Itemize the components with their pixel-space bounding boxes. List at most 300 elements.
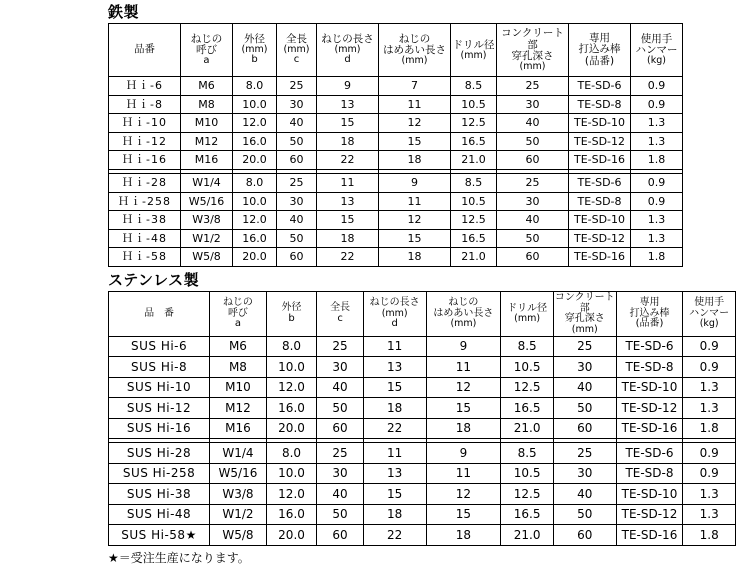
cell-value: 22 [363,525,426,546]
cell-part-number: Ｈｉ-28 [109,173,181,192]
cell-value: TE-SD-16 [569,248,631,267]
cell-value: 30 [497,192,569,211]
cell-part-number: SUS Hi-38 [109,484,210,505]
cell-value: 40 [317,377,364,398]
cell-value: 18 [379,151,451,170]
cell-value: 16.5 [451,229,497,248]
cell-value: 50 [317,504,364,525]
cell-value: TE-SD-10 [569,211,631,230]
tetsu-header-line: 穿孔深さ [511,49,554,62]
tetsu-header-unit: (mm) [283,44,310,56]
cell-value: 12.0 [266,484,317,505]
cell-value: 50 [277,132,317,151]
cell-part-number: SUS Hi-58★ [109,525,210,546]
cell-value: 12.0 [266,377,317,398]
cell-value: 1.3 [683,398,736,419]
sus-header-line: 呼び [227,307,248,319]
cell-value: 1.8 [683,418,736,439]
tetsu-header-unit: (mm) [241,44,268,56]
cell-value: 1.3 [683,484,736,505]
cell-value: 10.5 [501,357,554,378]
tetsu-header-cell-6 [451,24,497,77]
sus-header-line: 外径 [281,302,302,314]
cell-value: 9 [426,336,501,357]
cell-value: 11 [317,173,379,192]
cell-value: M12 [210,398,267,419]
cell-part-number: SUS Hi-258 [109,463,210,484]
cell-value: W5/16 [210,463,267,484]
cell-part-number: Ｈｉ-10 [109,114,181,133]
cell-value: TE-SD-8 [569,95,631,114]
cell-value: TE-SD-12 [569,132,631,151]
tetsu-header-cell-5 [379,24,451,77]
sus-header-sub: a [234,318,241,330]
sus-header-sub: b [288,312,295,324]
tetsu-header-cell-2 [233,24,277,77]
cell-value: 30 [553,357,616,378]
cell-value: 40 [497,114,569,133]
table-row [109,229,683,248]
cell-value: 10.5 [451,192,497,211]
footnote: ★＝受注生産になります。 [108,550,250,565]
cell-value: 1.3 [683,377,736,398]
cell-value: W1/2 [181,229,233,248]
cell-value: M16 [181,151,233,170]
tetsu-header-sub: a [203,54,210,66]
table-row [109,484,736,505]
cell-part-number: Ｈｉ-258 [109,192,181,211]
cell-value: 60 [317,525,364,546]
section-title-sus: ステンレス製 [108,270,200,289]
cell-value: 15 [426,398,501,419]
table-body-sus [109,336,736,545]
cell-value: 10.5 [451,95,497,114]
cell-value: 0.9 [631,192,683,211]
cell-value: 15 [317,211,379,230]
cell-value: 60 [277,151,317,170]
cell-value: W5/8 [181,248,233,267]
cell-value: 15 [379,132,451,151]
sus-header-cell-9 [683,291,736,336]
tetsu-header-line: 全長 [286,33,307,46]
cell-value: 9 [426,443,501,464]
cell-value: 11 [379,192,451,211]
cell-value: 30 [317,463,364,484]
table-row [109,525,736,546]
cell-value: 9 [317,77,379,96]
cell-part-number: SUS Hi-28 [109,443,210,464]
cell-value: 13 [363,357,426,378]
cell-value: 60 [497,248,569,267]
table-row [109,377,736,398]
cell-value: 1.3 [631,211,683,230]
table-wrapper-sus [108,291,750,546]
cell-value: 8.0 [266,336,317,357]
cell-value: 25 [497,173,569,192]
cell-value: 21.0 [501,418,554,439]
cell-value: 18 [426,418,501,439]
cell-value: 22 [317,151,379,170]
cell-value: TE-SD-6 [569,173,631,192]
cell-value: 15 [426,504,501,525]
sus-header-line: ねじの [448,297,479,309]
cell-value: 16.5 [501,504,554,525]
table-row [109,504,736,525]
cell-value: TE-SD-8 [616,357,683,378]
sus-header-sub: c [337,312,343,324]
table-row [109,114,683,133]
cell-value: 50 [277,229,317,248]
tetsu-header-unit: (mm) [519,60,546,72]
cell-value: 30 [277,95,317,114]
cell-value: 40 [497,211,569,230]
cell-value: 7 [379,77,451,96]
cell-value: TE-SD-12 [616,504,683,525]
table-row [109,211,683,230]
spec-table-sus [108,291,736,546]
sus-header-line: ハンマー [689,307,730,319]
tetsu-header-line: 使用手 [640,33,673,45]
cell-value: M12 [181,132,233,151]
cell-value: 25 [497,77,569,96]
tetsu-header-cell-1 [181,24,233,77]
cell-value: 18 [363,398,426,419]
cell-part-number: Ｈｉ-58 [109,248,181,267]
cell-value: TE-SD-16 [569,151,631,170]
cell-value: 0.9 [683,443,736,464]
cell-value: 18 [379,248,451,267]
tetsu-header-unit: (kg) [647,55,666,67]
sus-header-line: 全長 [330,302,351,314]
table-row [109,95,683,114]
cell-value: W3/8 [181,211,233,230]
sus-header-cell-8 [616,291,683,336]
cell-value: 16.0 [233,132,277,151]
table-body-tetsu [109,77,683,267]
sus-header-line: コンクリート部 [554,292,615,314]
cell-value: 60 [317,418,364,439]
cell-value: 11 [426,463,501,484]
tetsu-header-line: 打込み棒 [578,43,621,56]
cell-value: 50 [497,132,569,151]
sus-header-cell-2 [266,291,317,336]
cell-value: 21.0 [501,525,554,546]
table-row [109,132,683,151]
cell-value: 18 [363,504,426,525]
cell-value: 11 [426,357,501,378]
cell-value: 8.0 [233,173,277,192]
tetsu-header-cell-3 [277,24,317,77]
tetsu-header-line: ねじの長さ [321,33,374,46]
cell-value: 18 [317,229,379,248]
cell-part-number: SUS Hi-16 [109,418,210,439]
tetsu-header-line: ドリル径 [452,38,495,51]
cell-value: 1.3 [631,114,683,133]
cell-value: 11 [363,443,426,464]
sus-header-cell-1 [210,291,267,336]
cell-value: W5/8 [210,525,267,546]
table-row [109,357,736,378]
cell-value: 10.0 [266,357,317,378]
table-row [109,443,736,464]
cell-value: 15 [363,484,426,505]
table-row [109,248,683,267]
cell-part-number: Ｈｉ-6 [109,77,181,96]
cell-value: 0.9 [631,95,683,114]
sus-header-line: ねじの [222,297,253,309]
cell-value: 40 [553,484,616,505]
cell-value: W1/2 [210,504,267,525]
tetsu-header-cell-7 [497,24,569,77]
tetsu-header-line: 専用 [589,32,610,45]
cell-value: 22 [363,418,426,439]
sus-header-cell-3 [317,291,364,336]
cell-part-number: SUS Hi-12 [109,398,210,419]
table-row [109,418,736,439]
cell-value: 13 [363,463,426,484]
cell-value: 30 [317,357,364,378]
cell-value: 1.3 [631,229,683,248]
tetsu-header-line: 品番 [134,43,155,56]
cell-value: M10 [181,114,233,133]
cell-value: W5/16 [181,192,233,211]
cell-value: 40 [317,484,364,505]
tetsu-header-cell-4 [317,24,379,77]
cell-value: 50 [553,398,616,419]
cell-value: 16.0 [266,398,317,419]
cell-value: TE-SD-12 [569,229,631,248]
cell-part-number: SUS Hi-10 [109,377,210,398]
tetsu-header-line: 外径 [244,33,265,46]
tetsu-header-unit: (mm) [401,55,428,67]
sus-header-unit: (mm) [571,323,598,335]
cell-value: M8 [181,95,233,114]
cell-value: 15 [363,377,426,398]
cell-value: M6 [181,77,233,96]
table-row [109,151,683,170]
table-row [109,463,736,484]
tetsu-header-line: ねじの [190,32,223,45]
cell-value: 16.0 [233,229,277,248]
cell-value: 0.9 [631,173,683,192]
sus-header-line: ドリル径 [507,302,548,314]
tetsu-header-line: ハンマー [635,44,678,57]
sus-header-unit: (mm) [381,307,408,319]
table-row [109,173,683,192]
cell-value: TE-SD-16 [616,418,683,439]
cell-value: 20.0 [233,151,277,170]
sus-header-cell-0 [109,291,210,336]
tetsu-header-line: はめあい長さ [383,44,446,57]
tetsu-header-line: コンクリート部 [501,27,564,51]
cell-value: 22 [317,248,379,267]
tetsu-header-unit: (mm) [334,44,361,56]
cell-value: 8.5 [451,173,497,192]
cell-value: 15 [317,114,379,133]
cell-value: 15 [379,229,451,248]
tetsu-header-line: ねじの [398,33,431,45]
cell-value: TE-SD-10 [569,114,631,133]
table-row [109,336,736,357]
cell-value: 1.8 [631,248,683,267]
cell-value: 8.0 [266,443,317,464]
cell-value: 60 [277,248,317,267]
cell-value: TE-SD-10 [616,484,683,505]
cell-value: 12 [379,211,451,230]
cell-value: 50 [497,229,569,248]
cell-value: 0.9 [683,357,736,378]
cell-part-number: Ｈｉ-8 [109,95,181,114]
tetsu-header-cell-0 [109,24,181,77]
sus-header-sub: d [391,317,398,329]
cell-value: 1.8 [683,525,736,546]
cell-value: 0.9 [631,77,683,96]
cell-value: 13 [317,95,379,114]
sus-header-line: (品番) [635,318,664,330]
spec-table-tetsu [108,23,683,267]
cell-value: 12.5 [451,114,497,133]
cell-value: 18 [317,132,379,151]
cell-value: 11 [363,336,426,357]
sus-header-unit: (mm) [514,313,541,325]
sus-header-cell-6 [501,291,554,336]
cell-part-number: SUS Hi-8 [109,357,210,378]
cell-value: 40 [277,114,317,133]
cell-value: TE-SD-6 [569,77,631,96]
sus-header-unit: (kg) [699,318,719,330]
cell-value: 12.5 [501,377,554,398]
cell-value: 40 [553,377,616,398]
cell-value: 12.5 [501,484,554,505]
cell-value: TE-SD-16 [616,525,683,546]
cell-value: 10.0 [233,192,277,211]
cell-value: 50 [317,398,364,419]
sus-header-line: ねじの長さ [369,297,420,309]
cell-value: M8 [210,357,267,378]
cell-value: 16.5 [501,398,554,419]
table-row [109,398,736,419]
cell-value: TE-SD-8 [616,463,683,484]
sus-header-unit: (mm) [450,318,477,330]
cell-value: 1.3 [683,504,736,525]
table-header-row-sus [109,291,736,336]
cell-value: 10.0 [233,95,277,114]
cell-value: 9 [379,173,451,192]
cell-value: 16.5 [451,132,497,151]
sus-header-line: 使用手 [694,297,725,309]
cell-value: M16 [210,418,267,439]
cell-value: 18 [426,525,501,546]
sus-header-line: 専用 [639,297,660,309]
sus-header-line: 打込み棒 [629,307,670,319]
cell-value: 8.5 [501,443,554,464]
cell-value: 12 [379,114,451,133]
cell-part-number: SUS Hi-6 [109,336,210,357]
tetsu-header-cell-8 [569,24,631,77]
cell-value: TE-SD-6 [616,336,683,357]
cell-value: 20.0 [266,525,317,546]
cell-value: 21.0 [451,248,497,267]
cell-value: 12.0 [233,211,277,230]
table-row [109,192,683,211]
cell-value: 8.0 [233,77,277,96]
tetsu-header-sub: b [251,54,258,66]
table-header-row-tetsu [109,24,683,77]
cell-value: W3/8 [210,484,267,505]
cell-value: 25 [317,336,364,357]
cell-value: 50 [553,504,616,525]
tetsu-header-line: 呼び [196,43,217,56]
sus-header-line: 穿孔深さ [564,313,605,325]
cell-value: 12.0 [233,114,277,133]
tetsu-header-cell-9 [631,24,683,77]
cell-value: TE-SD-12 [616,398,683,419]
sus-header-line: 品 番 [144,307,175,319]
sus-header-line: はめあい長さ [433,307,494,319]
section-title-tetsu: 鉄製 [108,3,140,21]
cell-value: 13 [317,192,379,211]
table-row [109,77,683,96]
cell-value: 25 [317,443,364,464]
cell-value: 40 [277,211,317,230]
cell-value: W1/4 [181,173,233,192]
cell-value: 12.5 [451,211,497,230]
cell-value: TE-SD-6 [616,443,683,464]
table-wrapper-tetsu [108,23,750,267]
cell-part-number: Ｈｉ-16 [109,151,181,170]
cell-value: 30 [553,463,616,484]
cell-value: 12 [426,377,501,398]
cell-value: 20.0 [266,418,317,439]
cell-value: 30 [497,95,569,114]
cell-part-number: Ｈｉ-48 [109,229,181,248]
cell-value: 25 [277,77,317,96]
cell-value: 0.9 [683,463,736,484]
sus-header-cell-7 [553,291,616,336]
cell-value: 60 [553,418,616,439]
cell-value: 30 [277,192,317,211]
cell-value: M6 [210,336,267,357]
tetsu-header-sub: d [344,54,351,66]
cell-value: TE-SD-8 [569,192,631,211]
cell-value: 20.0 [233,248,277,267]
tetsu-header-line: (品番) [584,54,615,67]
cell-value: W1/4 [210,443,267,464]
cell-value: TE-SD-10 [616,377,683,398]
cell-value: 25 [277,173,317,192]
cell-value: 12 [426,484,501,505]
cell-part-number: Ｈｉ-38 [109,211,181,230]
tetsu-header-unit: (mm) [460,49,487,61]
cell-value: M10 [210,377,267,398]
cell-part-number: Ｈｉ-12 [109,132,181,151]
cell-value: 25 [553,443,616,464]
sus-header-cell-4 [363,291,426,336]
cell-value: 10.5 [501,463,554,484]
cell-value: 21.0 [451,151,497,170]
cell-value: 1.8 [631,151,683,170]
tetsu-header-sub: c [293,54,300,66]
cell-value: 8.5 [451,77,497,96]
cell-value: 25 [553,336,616,357]
cell-value: 8.5 [501,336,554,357]
cell-value: 11 [379,95,451,114]
cell-value: 60 [497,151,569,170]
cell-value: 16.0 [266,504,317,525]
cell-value: 10.0 [266,463,317,484]
cell-value: 1.3 [631,132,683,151]
cell-part-number: SUS Hi-48 [109,504,210,525]
